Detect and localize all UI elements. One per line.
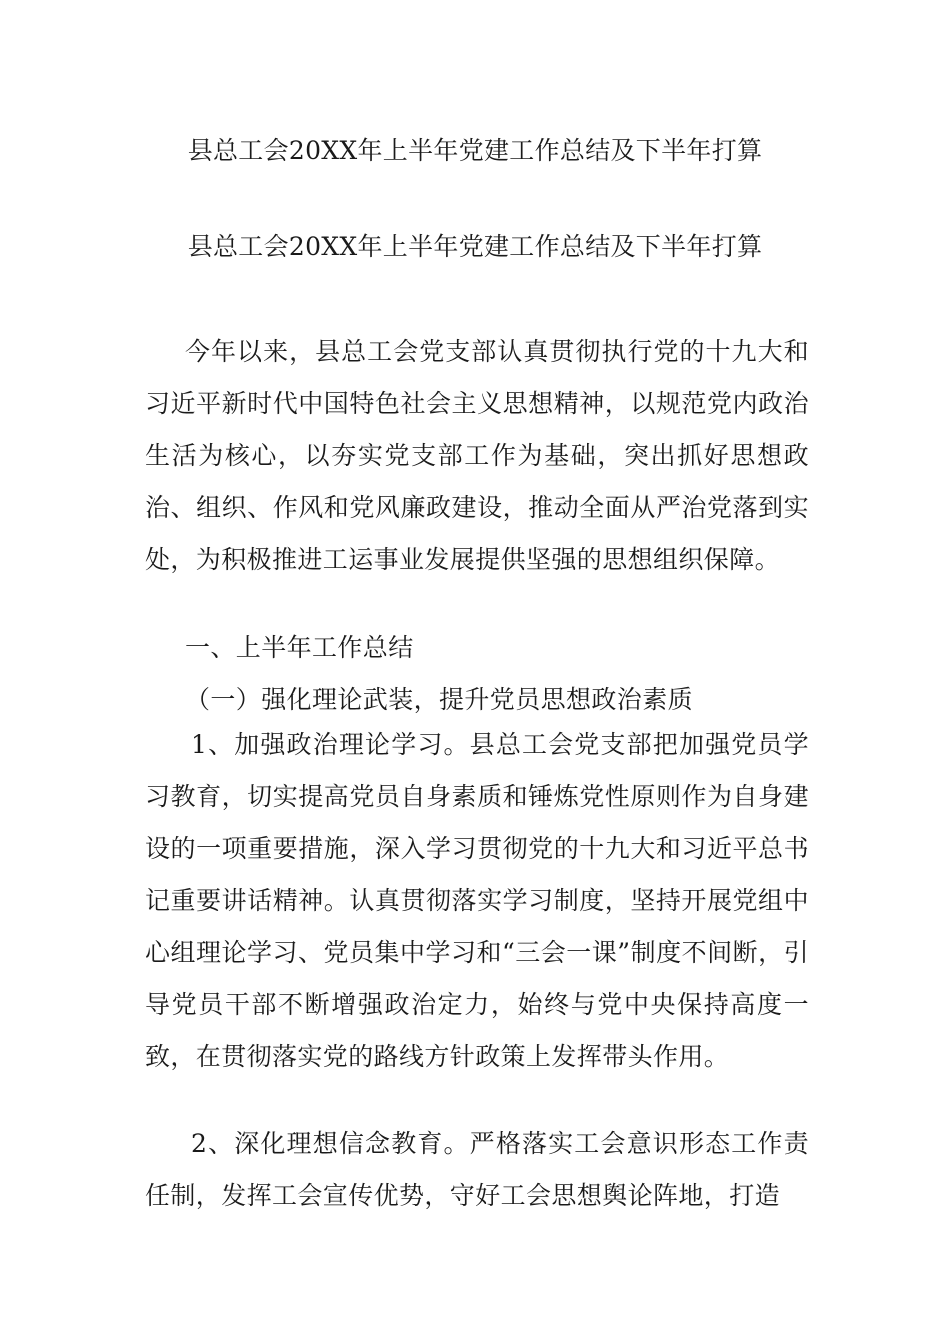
document-subtitle: 县总工会20XX年上半年党建工作总结及下半年打算: [187, 232, 763, 261]
subsection-heading: （一）强化理论武装，提升党员思想政治素质: [185, 685, 694, 714]
item-2-paragraph: 2、深化理想信念教育。严格落实工会意识形态工作责任制，发挥工会宣传优势，守好工会思想舆论阵地，打造: [145, 1129, 809, 1210]
document-title: 县总工会20XX年上半年党建工作总结及下半年打算: [187, 136, 763, 165]
intro-paragraph: 今年以来，县总工会党支部认真贯彻执行党的十九大和习近平新时代中国特色社会主义思想精神，以规范党内政治生活为核心，以夯实党支部工作为基础，突出抓好思想政治、组织、作风和党风廉政建设，推动全面从严治党落到实处，为积极推进工运事业发展提供坚强的思想组织保障。: [145, 337, 809, 574]
section-heading: 一、上半年工作总结: [185, 633, 414, 662]
item-1-paragraph: 1、加强政治理论学习。县总工会党支部把加强党员学习教育，切实提高党员自身素质和锤炼党性原则作为自身建设的一项重要措施，深入学习贯彻党的十九大和习近平总书记重要讲话精神。认真贯彻落实学习制度，坚持开展党组中心组理论学习、党员集中学习和“三会一课”制度不间断，引导党员干部不断增强政治定力，始终与党中央保持高度一致，在贯彻落实党的路线方针政策上发挥带头作用。: [145, 730, 809, 1071]
